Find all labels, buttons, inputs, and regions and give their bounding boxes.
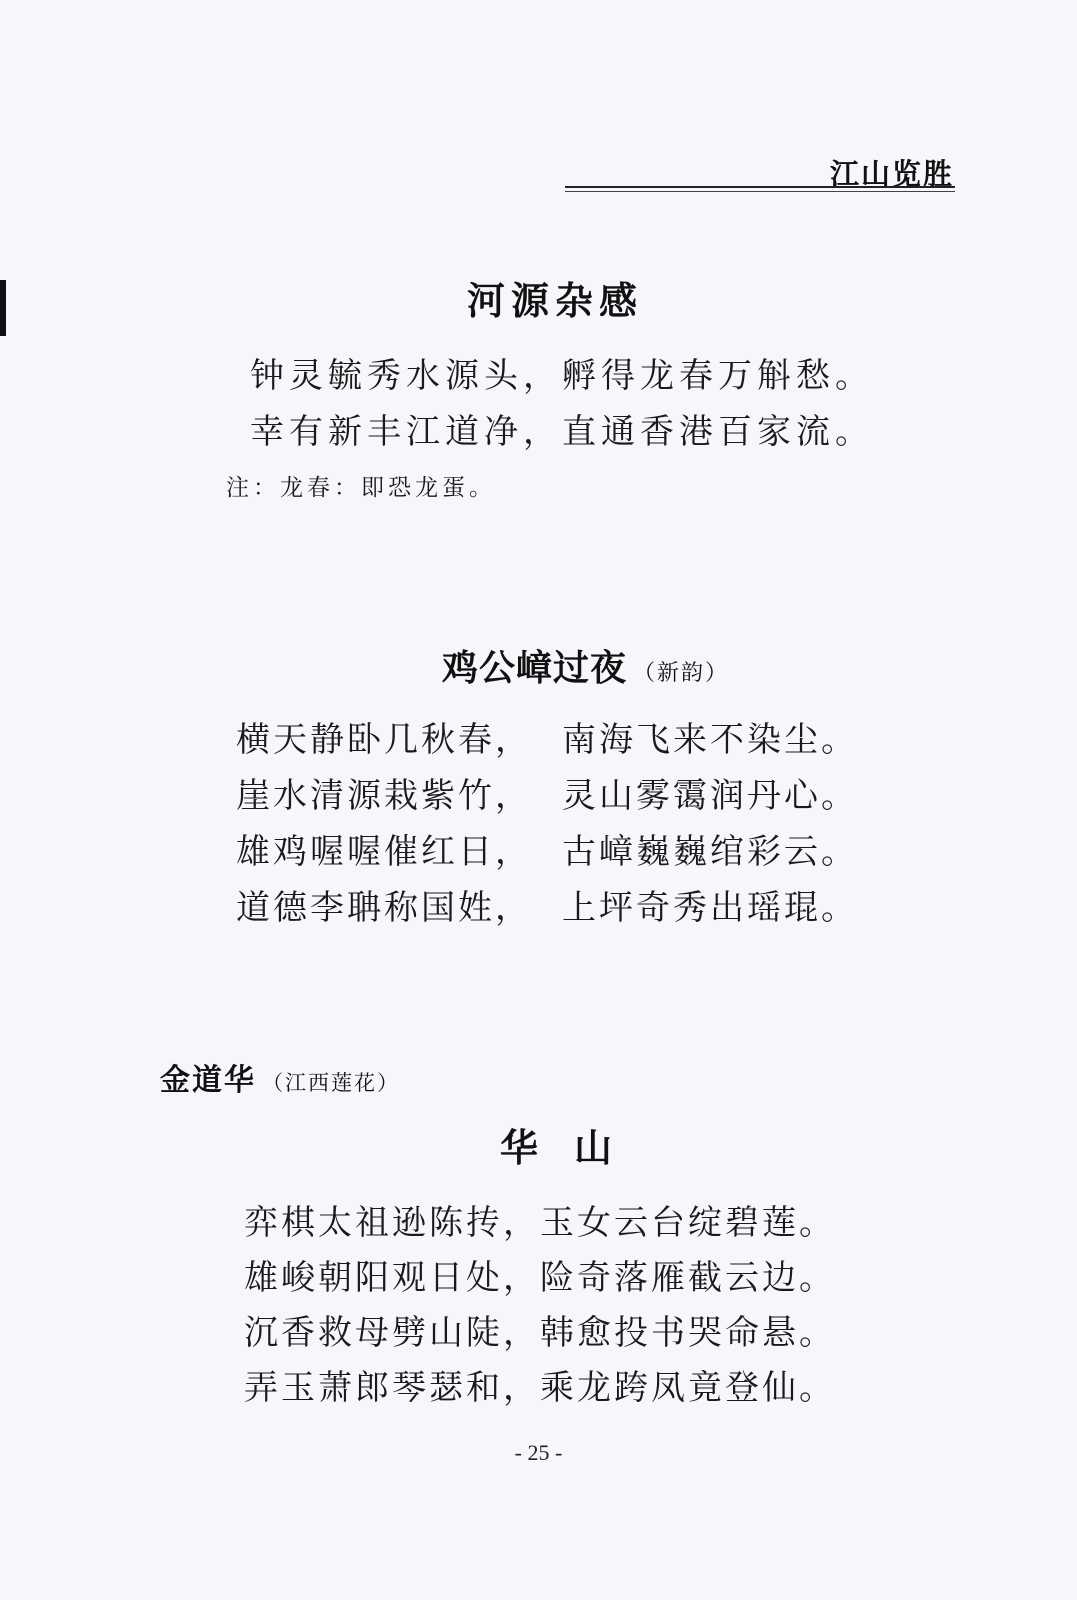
poem-title: 河源杂感: [467, 278, 644, 323]
poem-body: [250, 348, 874, 460]
scan-edge-mark: [0, 280, 6, 336]
poem-line: [236, 880, 858, 936]
poem-line-second-half: 南海飞来不染尘。: [562, 720, 858, 760]
running-header: 江山览胜: [829, 157, 954, 191]
poem-line: [236, 712, 858, 768]
poem-line: [236, 824, 858, 880]
poem-line-first-half: 横天静卧几秋春，: [236, 720, 532, 760]
poem-line: 钟灵毓秀水源头，孵得龙春万斛愁。: [250, 356, 874, 396]
author-name: 金道华: [160, 1063, 256, 1098]
poem-line-second-half: 上坪奇秀出瑶琨。: [562, 888, 858, 928]
poem-body: [236, 712, 858, 936]
rhyme-note: （新韵）: [633, 661, 730, 686]
poem-line: 弄玉萧郎琴瑟和，乘龙跨凤竟登仙。: [244, 1368, 836, 1408]
poem-note: 注：龙春：即恐龙蛋。: [226, 475, 496, 501]
poem-body: [244, 1196, 836, 1416]
poem-title: [442, 640, 729, 691]
poem-line: 沉香救母劈山陡，韩愈投书哭命悬。: [244, 1313, 836, 1353]
poem-title-text: 鸡公嶂过夜: [442, 647, 628, 689]
poem-line: 幸有新丰江道净，直通香港百家流。: [250, 412, 874, 452]
poem-line-second-half: 灵山雾霭润丹心。: [562, 776, 858, 816]
page-number: - 25 -: [514, 1440, 563, 1465]
author-line: [160, 1055, 400, 1099]
poem-line: [236, 768, 858, 824]
poem-line: 雄峻朝阳观日处，险奇落雁截云边。: [244, 1258, 836, 1298]
poem-title: 华山: [500, 1125, 649, 1170]
poem-line-second-half: 古嶂巍巍绾彩云。: [562, 832, 858, 872]
poem-line-first-half: 崖水清源栽紫竹，: [236, 776, 532, 816]
author-origin: （江西莲花）: [262, 1071, 400, 1095]
poem-line-first-half: 雄鸡喔喔催红日，: [236, 832, 532, 872]
poem-line-first-half: 道德李聃称国姓，: [236, 888, 532, 928]
header-rule-thin: [565, 191, 955, 192]
header-rule: [565, 186, 955, 188]
poem-line: 弈棋太祖逊陈抟，玉女云台绽碧莲。: [244, 1203, 836, 1243]
